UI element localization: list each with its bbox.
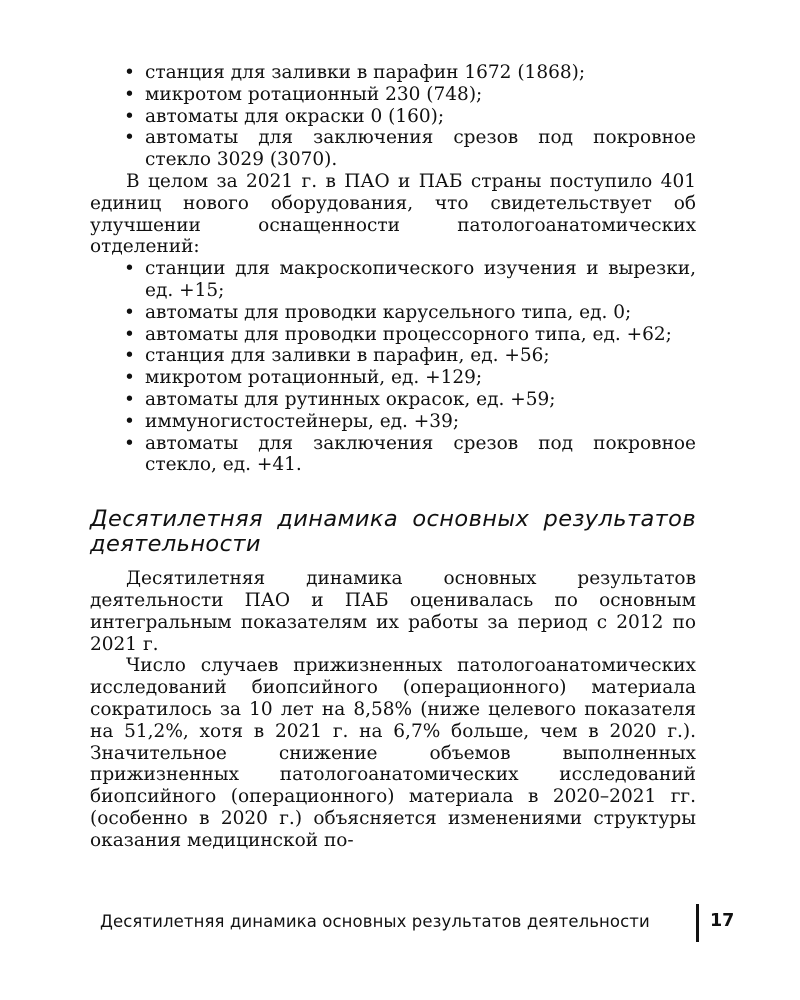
list-item: • станции для макроскопического изучения и вырезки, ед. +15; <box>90 258 696 302</box>
list-item: • иммуногистостейнеры, ед. +39; <box>90 411 696 433</box>
section-title: Десятилетняя динамика основных результатов деятельности <box>90 506 696 557</box>
list-item: • автоматы для заключения срезов под покровное стекло 3029 (3070). <box>90 127 696 171</box>
page-body <box>90 62 696 852</box>
new-equipment-list <box>90 258 696 476</box>
list-item: • микротом ротационный 230 (748); <box>90 84 696 106</box>
list-item: • автоматы для заключения срезов под покровное стекло, ед. +41. <box>90 433 696 477</box>
list-item: • микротом ротационный, ед. +129; <box>90 367 696 389</box>
paragraph-intro: Десятилетняя динамика основных результатов деятельности ПАО и ПАБ оценивалась по основным интегральным показателям их работы за период с 2012 по 2021 г. <box>90 568 696 655</box>
list-item: • автоматы для окраски 0 (160); <box>90 106 696 128</box>
paragraph-cases: Число случаев прижизненных патологоанатомических исследований биопсийного (операционного) материала сократилось за 10 лет на 8,58% (ниже целевого показателя на 51,2%, хотя в 2021 г. на 6,7% больше, чем в 2020 г.). Значительное снижение объемов выполненных прижизненных патологоанатомических исследований биопсийного (операционного) материала в 2020–2021 гг. (особенно в 2020 г.) объясняется изменениями структуры оказания медицинской по- <box>90 655 696 851</box>
list-item: • станция для заливки в парафин, ед. +56; <box>90 345 696 367</box>
footer-divider <box>696 904 699 942</box>
list-item: • автоматы для проводки процессорного типа, ед. +62; <box>90 324 696 346</box>
list-item: • станция для заливки в парафин 1672 (1868); <box>90 62 696 84</box>
running-title: Десятилетняя динамика основных результатов деятельности <box>100 912 650 931</box>
paragraph-equipment: В целом за 2021 г. в ПАО и ПАБ страны поступило 401 единиц нового оборудования, что свидетельствует об улучшении оснащенности патологоанатомических отделений: <box>90 170 696 258</box>
list-item: • автоматы для рутинных окрасок, ед. +59; <box>90 389 696 411</box>
equipment-list-top <box>90 62 696 171</box>
list-item: • автоматы для проводки карусельного типа, ед. 0; <box>90 302 696 324</box>
page-footer <box>100 904 735 942</box>
page-number: 17 <box>710 911 735 931</box>
